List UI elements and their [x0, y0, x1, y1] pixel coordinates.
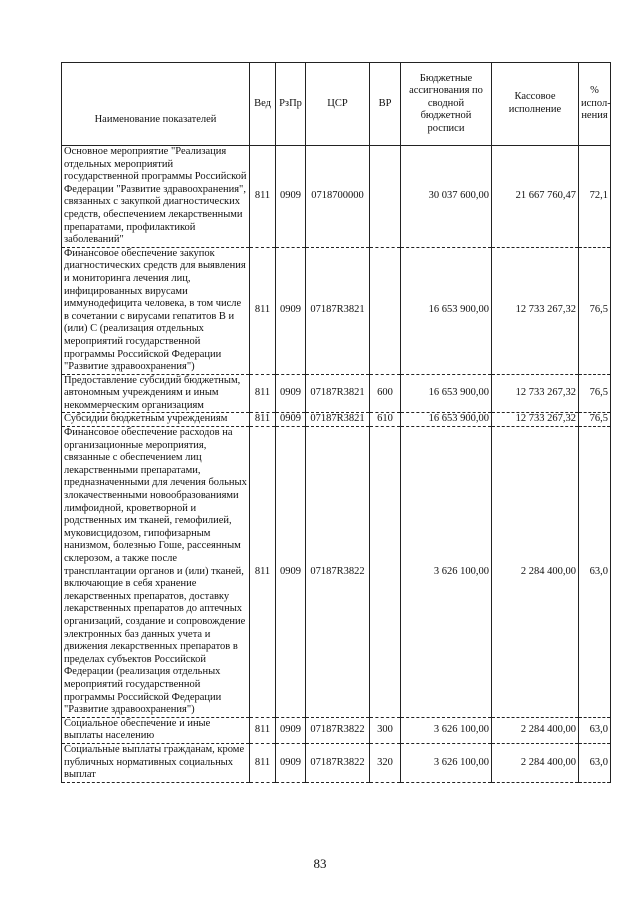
header-cash: Кассовое исполнение	[492, 63, 579, 146]
row-ved: 811	[250, 247, 276, 374]
row-name: Субсидии бюджетным учреждениям	[62, 413, 250, 427]
row-cash: 2 284 400,00	[492, 427, 579, 718]
header-pct: % испол-нения	[579, 63, 611, 146]
row-cash: 2 284 400,00	[492, 743, 579, 782]
row-pct: 63,0	[579, 717, 611, 743]
table-row	[62, 717, 611, 743]
table-header-row	[62, 63, 611, 146]
table-row	[62, 743, 611, 782]
row-ved: 811	[250, 374, 276, 413]
row-csr: 0718700000	[306, 146, 370, 248]
row-vr: 600	[370, 374, 401, 413]
row-rzpr: 0909	[276, 374, 306, 413]
header-csr: ЦСР	[306, 63, 370, 146]
row-ved: 811	[250, 146, 276, 248]
row-csr: 07187R3822	[306, 427, 370, 718]
budget-execution-table	[61, 62, 611, 783]
row-csr: 07187R3821	[306, 374, 370, 413]
row-rzpr: 0909	[276, 717, 306, 743]
row-ved: 811	[250, 743, 276, 782]
row-budget: 16 653 900,00	[401, 413, 492, 427]
row-ved: 811	[250, 427, 276, 718]
row-name: Предоставление субсидий бюджетным, автономным учреждениям и иным некоммерческим организациям	[62, 374, 250, 413]
table-row	[62, 413, 611, 427]
table-row	[62, 374, 611, 413]
row-cash: 12 733 267,32	[492, 413, 579, 427]
table-row	[62, 146, 611, 248]
row-csr: 07187R3822	[306, 717, 370, 743]
row-pct: 63,0	[579, 743, 611, 782]
row-pct: 63,0	[579, 427, 611, 718]
row-vr	[370, 146, 401, 248]
row-vr	[370, 247, 401, 374]
row-cash: 21 667 760,47	[492, 146, 579, 248]
row-pct: 76,5	[579, 374, 611, 413]
row-ved: 811	[250, 717, 276, 743]
row-budget: 3 626 100,00	[401, 427, 492, 718]
header-budget: Бюджетные ассигнования по сводной бюджетной росписи	[401, 63, 492, 146]
row-rzpr: 0909	[276, 146, 306, 248]
row-vr: 610	[370, 413, 401, 427]
row-vr: 320	[370, 743, 401, 782]
table-row	[62, 247, 611, 374]
row-rzpr: 0909	[276, 413, 306, 427]
row-csr: 07187R3822	[306, 743, 370, 782]
row-name: Социальные выплаты гражданам, кроме публичных нормативных социальных выплат	[62, 743, 250, 782]
header-vr: ВР	[370, 63, 401, 146]
row-rzpr: 0909	[276, 743, 306, 782]
row-pct: 76,5	[579, 247, 611, 374]
row-cash: 12 733 267,32	[492, 247, 579, 374]
row-budget: 16 653 900,00	[401, 247, 492, 374]
row-vr: 300	[370, 717, 401, 743]
row-cash: 2 284 400,00	[492, 717, 579, 743]
row-name: Финансовое обеспечение расходов на организационные мероприятия, связанные с обеспечением лиц лекарственными препаратами, предназначенными для лечения больных злокачественными новообразованиями лимфоидной, кроветворной и родственных им тканей, гемофилией, муковисцидозом, гипофизарным нанизмом, болезнью Гоше, рассеянным склерозом, а также после трансплантации органов и (или) тканей, включающие в себя хранение лекарственных препаратов, доставку лекарственных препаратов до аптечных организаций, создание и сопровождение электронных баз данных учета и движения лекарственных препаратов в пределах субъектов Российской Федерации (реализация отдельных мероприятий государственной программы Российской Федерации "Развитие здравоохранения")	[62, 427, 250, 718]
row-name: Социальное обеспечение и иные выплаты населению	[62, 717, 250, 743]
row-rzpr: 0909	[276, 427, 306, 718]
row-pct: 76,5	[579, 413, 611, 427]
row-ved: 811	[250, 413, 276, 427]
row-budget: 3 626 100,00	[401, 717, 492, 743]
header-name: Наименование показателей	[62, 63, 250, 146]
row-pct: 72,1	[579, 146, 611, 248]
row-name: Основное мероприятие "Реализация отдельных мероприятий государственной программы Российской Федерации "Развитие здравоохранения", связанных с закупкой диагностических средств, обеспечением лекарственными препаратами, профилактикой заболеваний"	[62, 146, 250, 248]
row-budget: 16 653 900,00	[401, 374, 492, 413]
header-rzpr: РзПр	[276, 63, 306, 146]
row-csr: 07187R3821	[306, 413, 370, 427]
page-number: 83	[313, 856, 327, 871]
row-vr	[370, 427, 401, 718]
header-ved: Вед	[250, 63, 276, 146]
table-row	[62, 427, 611, 718]
row-rzpr: 0909	[276, 247, 306, 374]
row-budget: 3 626 100,00	[401, 743, 492, 782]
row-csr: 07187R3821	[306, 247, 370, 374]
row-budget: 30 037 600,00	[401, 146, 492, 248]
row-name: Финансовое обеспечение закупок диагностических средств для выявления и мониторинга лечения лиц, инфицированных вирусами иммунодефицита человека, в том числе в сочетании с вирусами гепатитов В и (или) С (реализация отдельных мероприятий государственной программы Российской Федерации "Развитие здравоохранения")	[62, 247, 250, 374]
row-cash: 12 733 267,32	[492, 374, 579, 413]
